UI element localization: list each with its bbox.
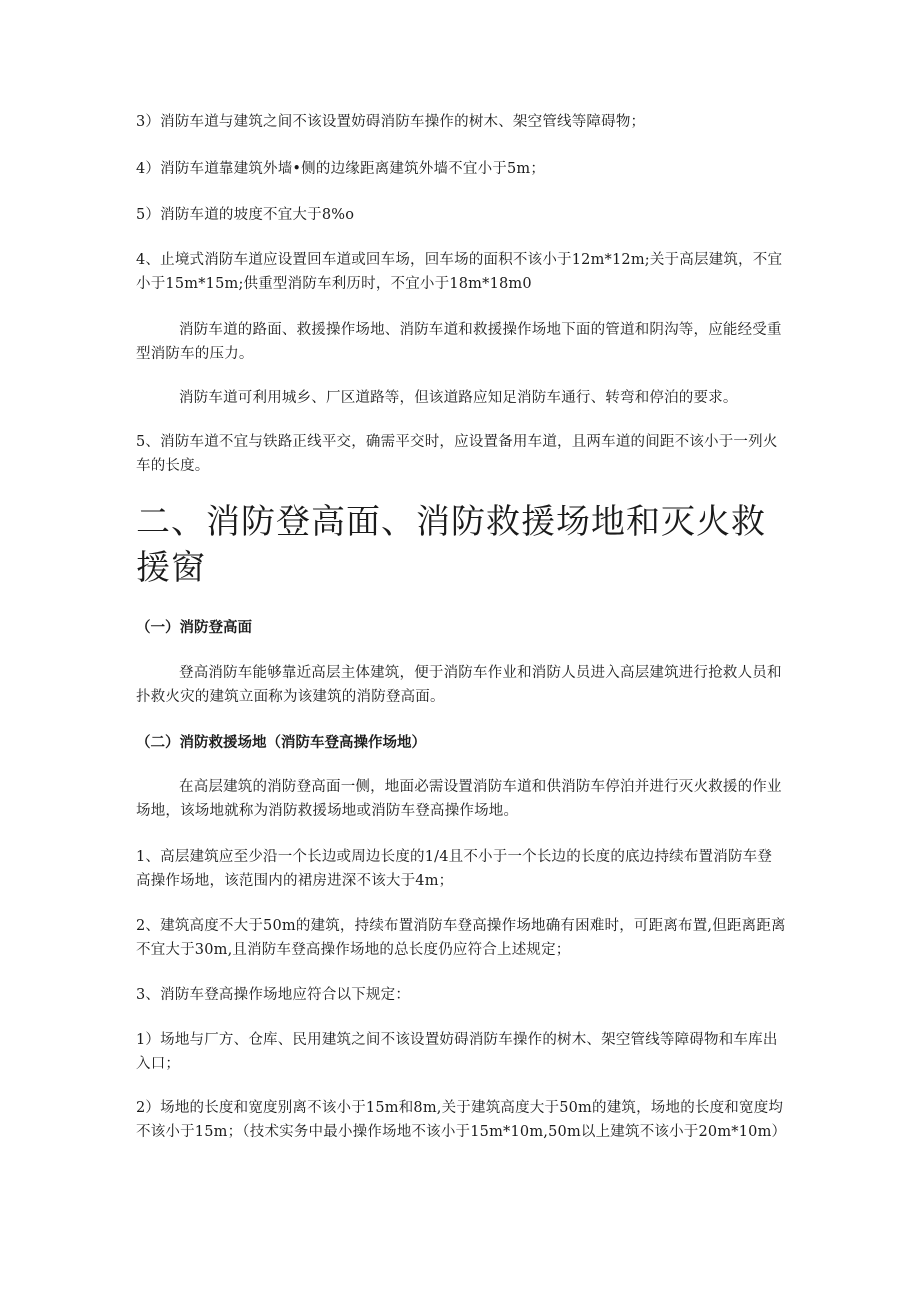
subsection-title-rescue-site: （二）消防救援场地（消防车登高操作场地）: [136, 735, 426, 751]
paragraph-fire-lane-obstacles: 3）消防车道与建筑之间不该设置妨碍消防车操作的树木、架空管线等障碍物；: [136, 114, 646, 130]
paragraph-rule-2: 2、建筑高度不大于50m的建筑，持续布置消防车登高操作场地确有困难时，可距离布置,但距离距离不宜大于30m,且消防车登高操作场地的总长度仍应符合上述规定；: [136, 918, 786, 958]
subsection-title-climbing-face: （一）消防登高面: [136, 620, 252, 636]
paragraph-railway-crossing: 5、消防车道不宜与铁路正线平交，确需平交时，应设置备用车道，且两车道的间距不该小于一列火车的长度。: [136, 434, 778, 474]
paragraph-rescue-site-definition: 在高层建筑的消防登高面一侧，地面必需设置消防车道和供消防车停泊并进行灭火救援的作业场地，该场地就称为消防救援场地或消防车登高操作场地。: [136, 779, 782, 819]
paragraph-urban-roads: 消防车道可利用城乡、厂区道路等，但该道路应知足消防车通行、转弯和停泊的要求。: [179, 390, 738, 406]
paragraph-fire-lane-slope: 5）消防车道的坡度不宜大于8%o: [136, 207, 355, 223]
paragraph-rule-1: 1、高层建筑应至少沿一个长边或周边长度的1/4且不小于一个长边的长度的底边持续布置消防车登高操作场地，该范围内的裙房进深不该大于4m；: [136, 849, 773, 889]
paragraph-rule-3: 3、消防车登高操作场地应符合以下规定：: [136, 987, 411, 1003]
paragraph-rule-3-1: 1）场地与厂方、仓库、民用建筑之间不该设置妨碍消防车操作的树木、架空管线等障碍物和车库出入口；: [136, 1032, 778, 1072]
paragraph-rule-3-2: 2）场地的长度和宽度别离不该小于15m和8m,关于建筑高度大于50m的建筑，场地的长度和宽度均不该小于15m；（技术实务中最小操作场地不该小于15m*10m,50m以上建筑不该小于20m*10m）: [136, 1100, 787, 1140]
section-heading: 二、消防登高面、消防救援场地和灭火救援窗: [136, 502, 766, 588]
paragraph-turnaround-area: 4、止境式消防车道应设置回车道或回车场，回车场的面积不该小于12m*12m;关于高层建筑，不宜小于15m*15m;供重型消防车利历时，不宜小于18m*18m0: [136, 252, 783, 292]
paragraph-road-surface-load: 消防车道的路面、救援操作场地、消防车道和救援操作场地下面的管道和阴沟等，应能经受重型消防车的压力。: [136, 322, 782, 362]
paragraph-climbing-face-definition: 登高消防车能够靠近高层主体建筑，便于消防车作业和消防人员进入高层建筑进行抢救人员和扑救火灾的建筑立面称为该建筑的消防登高面。: [136, 665, 782, 705]
paragraph-fire-lane-distance: 4）消防车道靠建筑外墙•侧的边缘距离建筑外墙不宜小于5m；: [136, 161, 546, 177]
